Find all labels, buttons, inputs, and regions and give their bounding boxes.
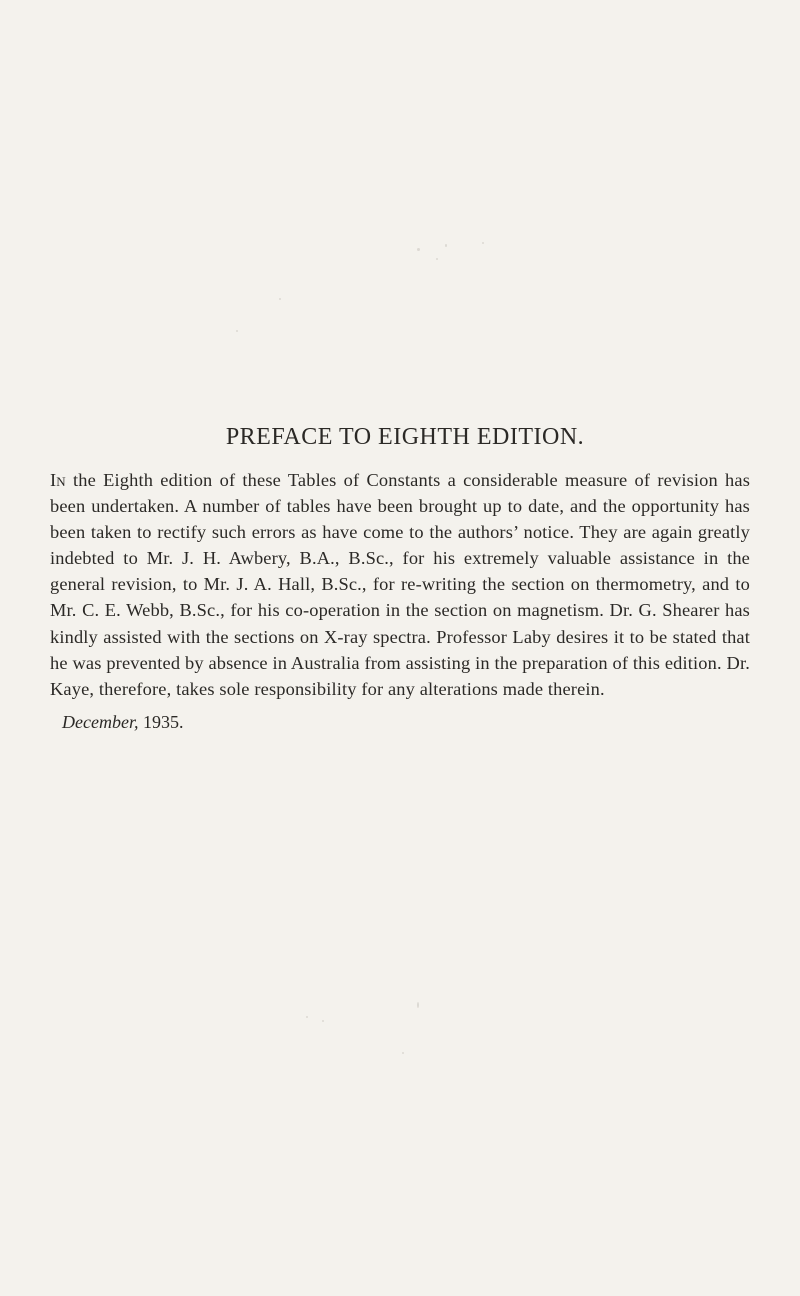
preface-dateline [62, 712, 750, 733]
paper-speck [322, 1020, 324, 1022]
preface-heading: PREFACE TO EIGHTH EDITION. [225, 424, 585, 450]
preface-block [50, 424, 750, 733]
dateline-year: 1935. [142, 711, 184, 732]
paper-speck [236, 330, 238, 332]
paper-speck [445, 244, 447, 247]
paper-speck [417, 248, 420, 251]
paper-speck [402, 1052, 404, 1054]
dateline-month: December, [62, 711, 139, 732]
preface-lead-word: In [50, 470, 66, 490]
preface-paragraph [50, 467, 750, 702]
paper-speck [417, 1002, 419, 1008]
paper-speck [279, 298, 281, 300]
paper-speck [436, 258, 438, 260]
preface-body-text: the Eighth edition of these Tables of Constants a considerable measure of revision has been undertaken. A number of tables have been brought up to date, and the opportunity has been taken to rectify such errors as have come to the authors’ notice. They are again greatly indebted to Mr. J. H. Awbery, B.A., B.Sc., for his extremely valuable assistance in the general revision, to Mr. J. A. Hall, B.Sc., for re-writing the section on thermometry, and to Mr. C. E. Webb, B.Sc., for his co-operation in the section on magnetism. Dr. G. Shearer has kindly assisted with the sections on X-ray spectra. Professor Laby desires it to be stated that he was prevented by absence in Australia from assisting in the preparation of this edition. Dr. Kaye, therefore, takes sole responsibility for any alterations made therein. [50, 470, 750, 699]
paper-speck [306, 1016, 308, 1018]
paper-speck [482, 242, 484, 244]
